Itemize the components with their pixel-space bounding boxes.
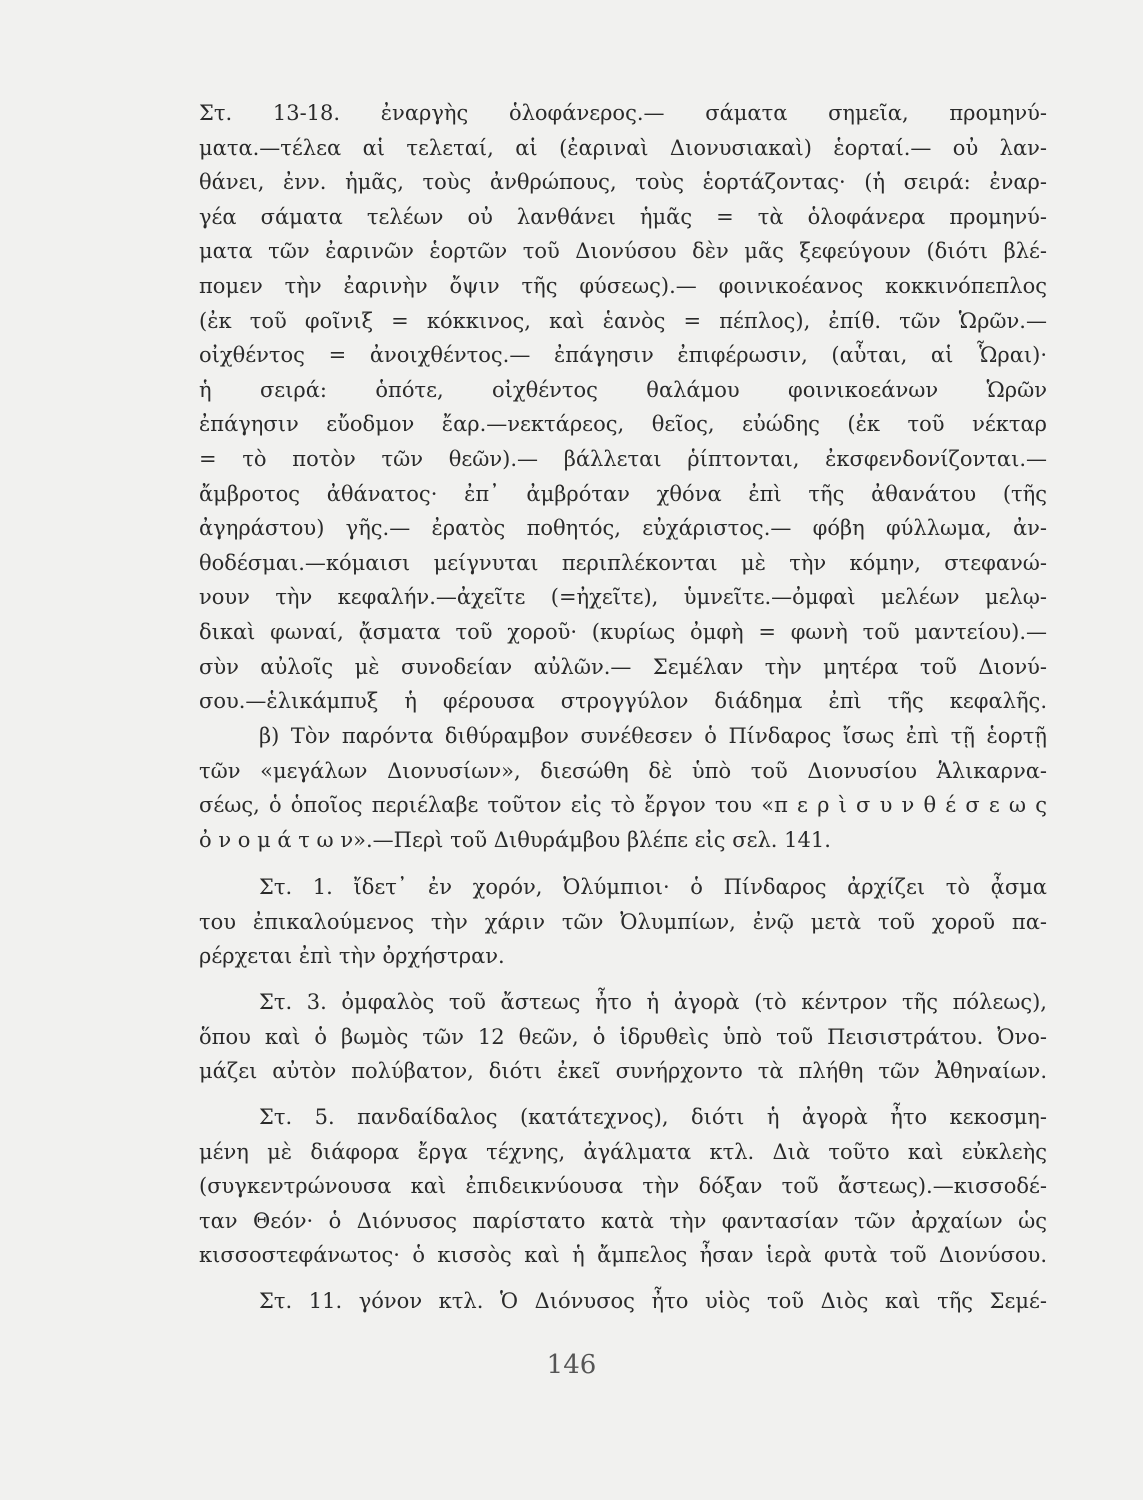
text-line: Στ. 5. πανδαίδαλος (κατάτεχνος), διότι ἡ ἀγορὰ ἦτο κεκοσμη-: [259, 1105, 1047, 1129]
text-line: ὅπου καὶ ὁ βωμὸς τῶν 12 θεῶν, ὁ ἱδρυθεὶς ὑπὸ τοῦ Πεισιστράτου. Ὀνο-: [199, 1024, 1047, 1049]
text-line: ματα τῶν ἐαρινῶν ἑορτῶν τοῦ Διονύσου δὲν μᾶς ξεφεύγουν (διότι βλέ-: [199, 239, 1047, 264]
text-line: Στ. 3. ὀμφαλὸς τοῦ ἄστεως ἦτο ἡ ἀγορὰ (τὸ κέντρον τῆς πόλεως),: [259, 990, 1047, 1014]
commentary-paragraph-line-5: [199, 1100, 1047, 1273]
text-line: Στ. 11. γόνον κτλ. Ὁ Διόνυσος ἦτο υἱὸς τοῦ Διὸς καὶ τῆς Σεμέ-: [259, 1289, 1047, 1313]
text-line: θοδέσμαι.—κόμαισι μείγνυται περιπλέκονται μὲ τὴν κόμην, στεφανώ-: [199, 550, 1047, 575]
text-line: οἰχθέντος = ἀνοιχθέντος.— ἐπάγησιν ἐπιφέρωσιν, (αὗται, αἱ Ὧραι)·: [199, 343, 1047, 368]
text-line: = τὸ ποτὸν τῶν θεῶν).— βάλλεται ῥίπτονται, ἐκσφενδονίζονται.—: [199, 446, 1047, 471]
text-line: (συγκεντρώνουσα καὶ ἐπιδεικνύουσα τὴν δόξαν τοῦ ἄστεως).—κισσοδέ-: [199, 1174, 1047, 1199]
text-line: του ἐπικαλούμενος τὴν χάριν τῶν Ὀλυμπίων, ἐνῷ μετὰ τοῦ χοροῦ πα-: [199, 909, 1047, 934]
commentary-paragraph-line-1: [199, 870, 1047, 974]
text-line: σὺν αὐλοῖς μὲ συνοδείαν αὐλῶν.— Σεμέλαν τὴν μητέρα τοῦ Διονύ-: [199, 654, 1047, 679]
commentary-paragraph-lines-13-18: [199, 96, 1047, 719]
text-line: ἄμβροτος ἀθάνατος· ἐπ᾽ ἀμβρόταν χθόνα ἐπὶ τῆς ἀθανάτου (τῆς: [199, 481, 1047, 506]
text-line: μάζει αὐτὸν πολύβατον, διότι ἐκεῖ συνήρχοντο τὰ πλήθη τῶν Ἀθηναίων.: [199, 1059, 1047, 1084]
text-line: β) Τὸν παρόντα διθύραμβον συνέθεσεν ὁ Πίνδαρος ἴσως ἐπὶ τῇ ἑορτῇ: [259, 724, 1047, 748]
text-line: μένη μὲ διάφορα ἔργα τέχνης, ἀγάλματα κτλ. Διὰ τοῦτο καὶ εὐκλεὴς: [199, 1139, 1047, 1164]
text-line: θάνει, ἐνν. ἡμᾶς, τοὺς ἀνθρώπους, τοὺς ἑορτάζοντας· (ἡ σειρά: ἐναρ-: [199, 170, 1047, 195]
text-line: ὀ ν ο μ ά τ ω ν».—Περὶ τοῦ Διθυράμβου βλέπε εἰς σελ. 141.: [199, 827, 831, 852]
introduction-paragraph-beta: [199, 719, 1047, 857]
text-line: δικαὶ φωναί, ᾄσματα τοῦ χοροῦ· (κυρίως ὀμφὴ = φωνὴ τοῦ μαντείου).—: [199, 619, 1047, 644]
text-line: τῶν «μεγάλων Διονυσίων», διεσώθη δὲ ὑπὸ τοῦ Διονυσίου Ἁλικαρνα-: [199, 758, 1047, 783]
text-line: σέως, ὁ ὁποῖος περιέλαβε τοῦτον εἰς τὸ ἔργον του «π ε ρ ὶ σ υ ν θ έ σ ε ω ς: [199, 793, 1047, 818]
commentary-paragraph-line-11: [199, 1284, 1047, 1319]
commentary-paragraph-line-3: [199, 985, 1047, 1089]
text-line: ἐπάγησιν εὔοδμον ἔαρ.—νεκτάρεος, θεῖος, εὐώδης (ἐκ τοῦ νέκταρ: [199, 412, 1047, 437]
text-line: νουν τὴν κεφαλήν.—ἀχεῖτε (=ἠχεῖτε), ὑμνεῖτε.—ὀμφαὶ μελέων μελῳ-: [199, 585, 1047, 610]
text-line: ἀγηράστου) γῆς.— ἐρατὸς ποθητός, εὐχάριστος.— φόβη φύλλωμα, ἀν-: [199, 516, 1047, 541]
text-line: ταν Θεόν· ὁ Διόνυσος παρίστατο κατὰ τὴν φαντασίαν τῶν ἀρχαίων ὡς: [199, 1208, 1047, 1233]
text-line: Στ. 1. ἴδετ᾽ ἐν χορόν, Ὀλύμπιοι· ὁ Πίνδαρος ἀρχίζει τὸ ᾆσμα: [259, 875, 1047, 899]
text-line: ρέρχεται ἐπὶ τὴν ὀρχήστραν.: [199, 944, 505, 969]
text-line: ἡ σειρά: ὁπότε, οἰχθέντος θαλάμου φοινικοεάνων Ὡρῶν: [199, 377, 1047, 402]
text-line: ματα.—τέλεα αἱ τελεταί, αἱ (ἐαριναὶ Διονυσιακαὶ) ἑορταί.— οὐ λαν-: [199, 135, 1047, 160]
text-line: Στ. 13-18. ἐναργὴς ὁλοφάνερος.— σάματα σημεῖα, προμηνύ-: [199, 101, 1047, 125]
page-number: 146: [546, 1350, 597, 1380]
text-line: πομεν τὴν ἐαρινὴν ὄψιν τῆς φύσεως).— φοινικοέανος κοκκινόπεπλος: [199, 273, 1047, 298]
text-line: κισσοστεφάνωτος· ὁ κισσὸς καὶ ἡ ἄμπελος ἦσαν ἱερὰ φυτὰ τοῦ Διονύσου.: [199, 1243, 1047, 1268]
text-line: (ἐκ τοῦ φοῖνιξ = κόκκινος, καὶ ἑανὸς = πέπλος), ἐπίθ. τῶν Ὡρῶν.—: [199, 308, 1047, 333]
text-line: σου.—ἑλικάμπυξ ἡ φέρουσα στρογγύλον διάδημα ἐπὶ τῆς κεφαλῆς.: [199, 689, 1047, 714]
text-line: γέα σάματα τελέων οὐ λανθάνει ἡμᾶς = τὰ ὁλοφάνερα προμηνύ-: [199, 204, 1047, 229]
